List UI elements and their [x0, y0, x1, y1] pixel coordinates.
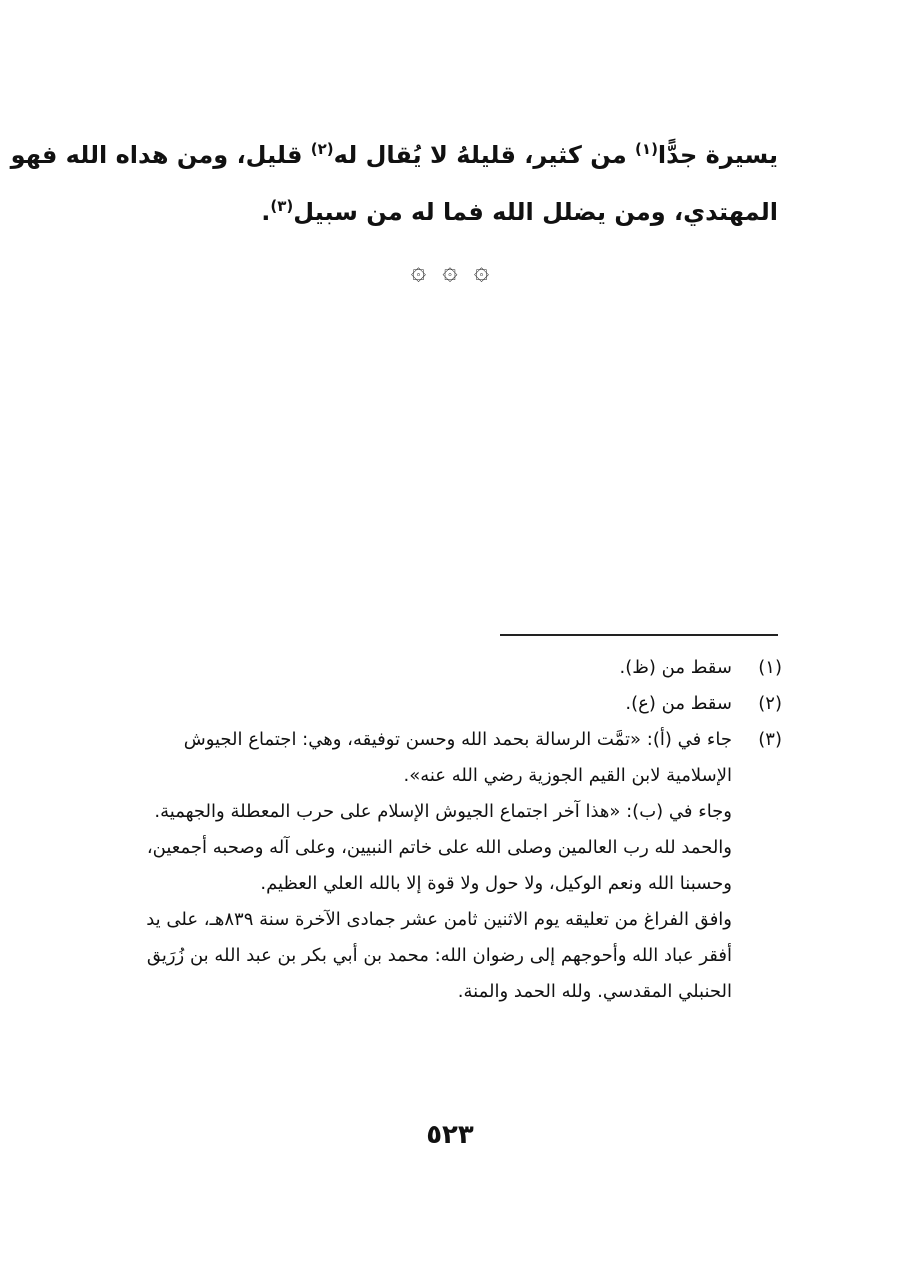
footnote-ref-3[interactable]: (٣) — [270, 197, 294, 215]
flower-ornament-icon: ۞ — [473, 256, 490, 286]
footnote-2 — [118, 686, 782, 722]
footnote-3 — [118, 722, 782, 1010]
footnote-number: (٢) — [758, 693, 782, 714]
main-text-segment: . — [261, 198, 271, 226]
footnote-number: (١) — [758, 657, 782, 678]
footnote-text: سقط من (ع). — [625, 693, 732, 714]
flower-ornament-icon: ۞ — [442, 256, 458, 286]
footnote-text: سقط من (ظ). — [619, 657, 732, 678]
main-text-line — [110, 185, 778, 242]
footnote-separator — [500, 634, 778, 636]
footnote-paragraph: وجاء في (ب): «هذا آخر اجتماع الجيوش الإسلام على حرب المعطلة والجهمية. والحمد لله رب العالمين وصلى الله على خاتم النبيين، وعلى آله وصحبه أجمعين، وحسبنا الله ونعم الوكيل، ولا حول ولا قوة إلا بالله العلي العظيم. — [146, 801, 732, 894]
footnote-ref-1[interactable]: (١) — [635, 140, 658, 158]
page-number: ٥٢٣ — [426, 1120, 474, 1150]
footnote-paragraph: جاء في (أ): «تمَّت الرسالة بحمد الله وحسن توفيقه، وهي: اجتماع الجيوش الإسلامية لابن القيم الجوزية رضي الله عنه». — [183, 729, 732, 786]
footnote-ref-2[interactable]: (٢) — [310, 140, 334, 158]
flower-ornament-icon: ۞ — [410, 256, 427, 286]
main-text — [10, 128, 778, 242]
main-text-segment: قليل، ومن هداه الله فهو — [10, 141, 311, 169]
section-divider-ornaments — [0, 256, 900, 286]
footnote-1 — [118, 650, 782, 686]
footnotes — [118, 650, 782, 1010]
main-text-segment: من كثير، قليلهُ لا يُقال له — [333, 141, 636, 169]
main-text-line — [10, 128, 778, 185]
footnote-paragraph: وافق الفراغ من تعليقه يوم الاثنين ثامن عشر جمادى الآخرة سنة ٨٣٩هـ، على يد أفقر عباد الله وأحوجهم إلى رضوان الله: محمد بن أبي بكر بن عبد الله بن زُرَيق الحنبلي المقدسي. ولله الحمد والمنة. — [146, 909, 732, 1002]
main-text-segment: المهتدي، ومن يضلل الله فما له من سبيل — [293, 198, 778, 226]
footnote-number: (٣) — [758, 729, 782, 750]
main-text-segment: يسيرة جدًّا — [657, 141, 778, 169]
